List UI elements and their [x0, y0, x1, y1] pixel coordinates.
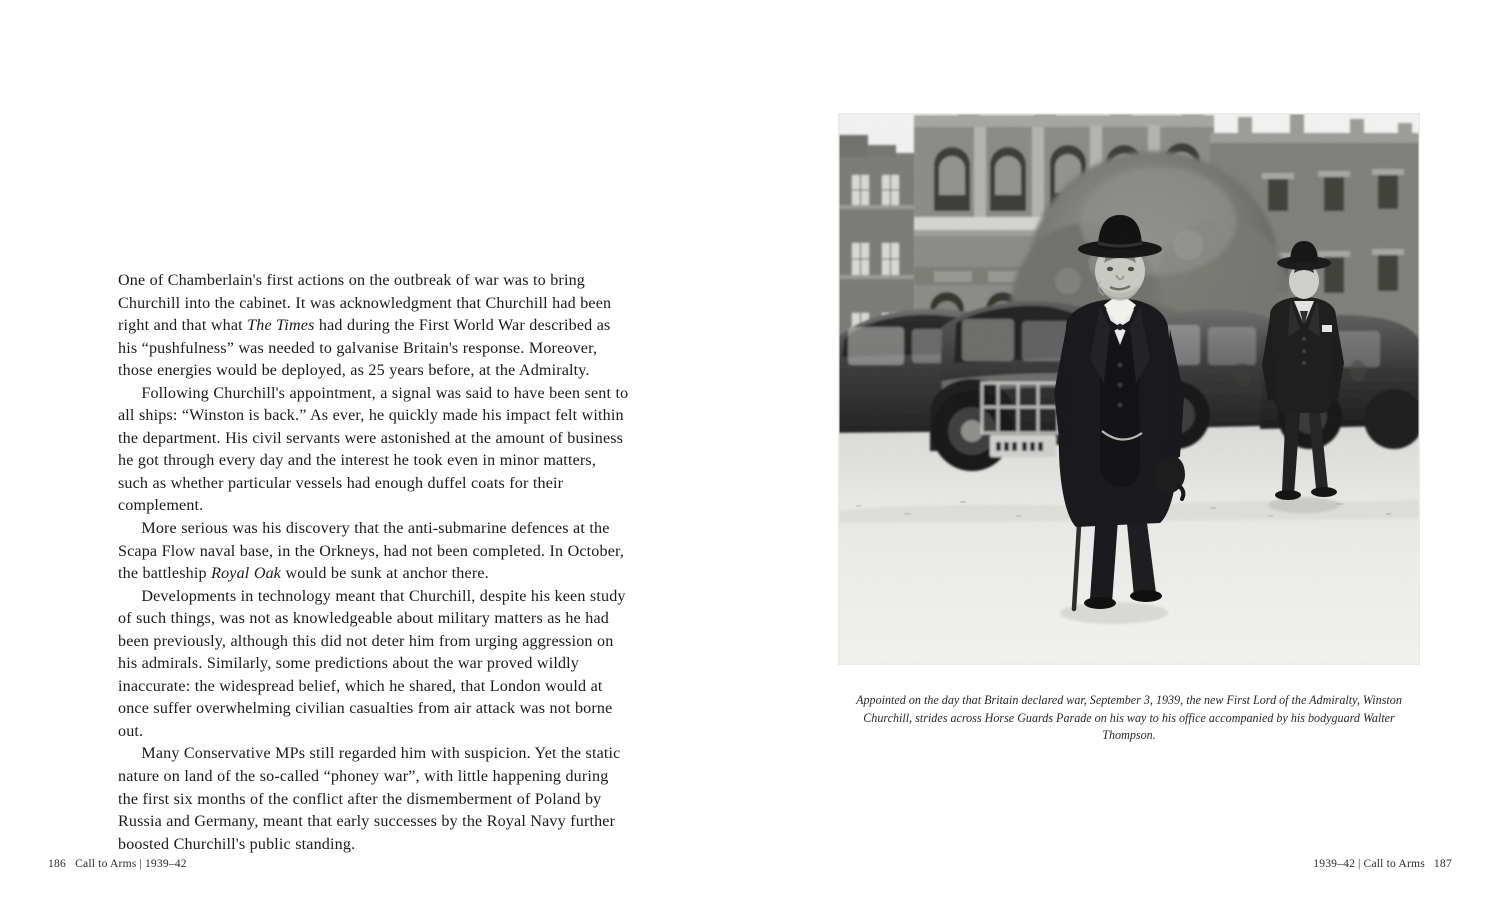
footer-left-date-range: 1939–42: [144, 857, 187, 870]
footer-right: [1313, 857, 1452, 870]
paragraph-5: [118, 743, 630, 856]
page-number-verso: 186: [48, 857, 67, 870]
churchill-horse-guards-parade-photo: [838, 113, 1420, 665]
paragraph-3-italic-royal-oak: Royal Oak: [211, 565, 282, 583]
footer-right-date-range: 1939–42: [1313, 857, 1356, 870]
footer-left-chapter-title: Call to Arms: [75, 857, 137, 870]
footer-right-separator: |: [1358, 857, 1361, 870]
paragraph-1-run-1: One of Chamberlain's first actions on the outbreak of war was to bring Churchill into the cabinet. It was acknowledgment that Churchill had been right and that what: [118, 272, 612, 335]
paragraph-4-run-1: Developments in technology meant that Churchill, despite his keen study of such things, was not as knowledgeable about military matters as he had been previously, although this did not deter him from urging aggression on his admirals. Similarly, some predictions about the war proved wildly inaccurate: the widespread belief, which he shared, that London would at once suffer overwhelming civilian casualties from air attack was not borne out.: [118, 587, 626, 740]
body-text-column: [118, 270, 630, 856]
paragraph-3: [118, 518, 630, 586]
paragraph-3-run-1: More serious was his discovery that the anti-submarine defences at the Scapa Flow naval base, in the Orkneys, had not been completed. In October, the battleship: [118, 520, 625, 583]
paragraph-1-italic-the-times: The Times: [247, 317, 315, 335]
footer-left: [48, 857, 187, 870]
paragraph-3-run-3: would be sunk at anchor there.: [281, 565, 489, 583]
page-number-recto: 187: [1433, 857, 1452, 870]
paragraph-1-run-3: had during the First World War described as his “pushfulness” was needed to galvanise Britain's response. Moreover, those energies would be deployed, as 25 years before, at the Admiralty.: [118, 317, 611, 380]
right-page: [750, 0, 1500, 913]
photo-caption: Appointed on the day that Britain declared war, September 3, 1939, the new First Lord of the Admiralty, Winston Churchill, strides across Horse Guards Parade on his way to his office accompanied by his bodyguard Walter Thompson.: [856, 693, 1402, 743]
paragraph-1: [118, 270, 630, 383]
paragraph-5-run-1: Many Conservative MPs still regarded him with suspicion. Yet the static nature on land of the so-called “phoney war”, with little happening during the first six months of the conflict after the dismemberment of Poland by Russia and Germany, meant that early successes by the Royal Navy further boosted Churchill's public standing.: [118, 745, 621, 853]
footer-right-chapter-title: Call to Arms: [1363, 857, 1425, 870]
paragraph-4: [118, 586, 630, 744]
paragraph-2: [118, 383, 630, 518]
paragraph-2-run-1: Following Churchill's appointment, a signal was said to have been sent to all ships: “Winston is back.” As ever, he quickly made his impact felt within the department. His civil servants were astonished at the amount of business he got through every day and the interest he took even in minor matters, such as whether particular vessels had enough duffel coats for their complement.: [118, 384, 629, 515]
photo-illustration: [838, 113, 1420, 665]
footer-left-separator: |: [139, 857, 142, 870]
